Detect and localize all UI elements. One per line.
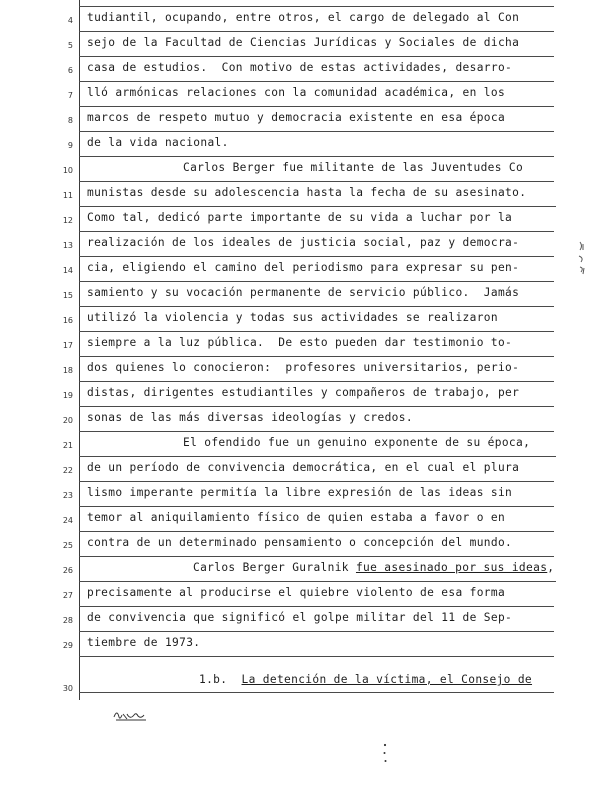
line-text: realización de los ideales de justicia social, paz y democra- [87, 236, 520, 249]
line-text: sejo de la Facultad de Ciencias Jurídicas y Sociales de dicha [87, 36, 520, 49]
line-number: 7 [67, 91, 73, 100]
line-text: lismo imperante permitía la libre expresión de las ideas sin [87, 486, 513, 499]
line-25 [62, 531, 554, 557]
line-text-plain: Carlos Berger Guralnik [193, 561, 356, 574]
section-title: La detención de la víctima, el Consejo de [241, 673, 533, 686]
line-number: 25 [62, 541, 73, 550]
line-number: 18 [62, 366, 73, 375]
ink-dots-icon [382, 742, 388, 764]
section-number: 1.b. [199, 673, 242, 686]
line-number: 24 [62, 516, 73, 525]
paragraph-start-text: Carlos Berger fue militante de las Juventudes Co [183, 161, 524, 174]
line-20 [62, 406, 554, 432]
line-22 [62, 456, 554, 482]
line-number: 13 [62, 241, 73, 250]
line-text: samiento y su vocación permanente de servicio público. Jamás [87, 286, 520, 299]
line-number: 17 [62, 341, 73, 350]
line-27 [62, 581, 554, 607]
line-text: sonas de las más diversas ideologías y credos. [87, 411, 413, 424]
line-text: contra de un determinado pensamiento o concepción del mundo. [87, 536, 513, 549]
line-number: 15 [62, 291, 73, 300]
line-number: 11 [62, 191, 73, 200]
line-17 [62, 331, 554, 357]
line-text: siempre a la luz pública. De esto pueden dar testimonio to- [87, 336, 513, 349]
line-text: de la vida nacional. [87, 136, 229, 149]
line-number: 4 [67, 16, 73, 25]
line-12 [62, 206, 554, 232]
line-text: precisamente al producirse el quiebre violento de esa forma [87, 586, 506, 599]
section-heading [87, 673, 554, 686]
line-text: casa de estudios. Con motivo de estas actividades, desarro- [87, 61, 513, 74]
line-6 [67, 56, 554, 82]
line-text: distas, dirigentes estudiantiles y compañeros de trabajo, per [87, 386, 520, 399]
line-7 [67, 81, 554, 107]
line-number: 23 [62, 491, 73, 500]
line-13 [62, 231, 554, 257]
line-16 [62, 306, 554, 332]
line-4 [67, 6, 554, 32]
initials-signature-icon [112, 708, 156, 722]
line-number: 20 [62, 416, 73, 425]
line-26 [62, 556, 556, 582]
line-number: 29 [62, 641, 73, 650]
line-number: 6 [67, 66, 73, 75]
line-30 [62, 670, 554, 693]
line-number: 19 [62, 391, 73, 400]
line-28 [62, 606, 554, 632]
line-text: dos quienes lo conocieron: profesores universitarios, perio- [87, 361, 520, 374]
line-number: 28 [62, 616, 73, 625]
line-text: lló armónicas relaciones con la comunidad académica, en los [87, 86, 506, 99]
line-number: 8 [67, 116, 73, 125]
underlined-phrase: fue asesinado por sus ideas [355, 561, 548, 574]
line-9 [67, 131, 554, 157]
line-text: tiembre de 1973. [87, 636, 201, 649]
line-21 [62, 431, 556, 457]
paragraph-start-text [87, 561, 556, 574]
line-number: 27 [62, 591, 73, 600]
line-number: 9 [67, 141, 73, 150]
line-number: 5 [67, 41, 73, 50]
line-24 [62, 506, 554, 532]
line-18 [62, 356, 554, 382]
line-number: 14 [62, 266, 73, 275]
line-text: marcos de respeto mutuo y democracia existente en esa época [87, 111, 506, 124]
line-text: de un período de convivencia democrática, en el cual el plura [87, 461, 520, 474]
line-text-plain: , [547, 561, 555, 574]
paragraph-start-text: El ofendido fue un genuino exponente de su época, [183, 436, 531, 449]
line-number: 12 [62, 216, 73, 225]
line-number: 22 [62, 466, 73, 475]
line-text: cia, eligiendo el camino del periodismo para expresar su pen- [87, 261, 520, 274]
line-number: 21 [62, 441, 73, 450]
margin-handwriting-icon [576, 240, 590, 280]
line-text: de convivencia que significó el golpe militar del 11 de Sep- [87, 611, 513, 624]
line-text: munistas desde su adolescencia hasta la fecha de su asesinato. [87, 186, 527, 199]
line-10 [62, 156, 554, 182]
line-8 [67, 106, 554, 132]
line-11 [62, 181, 556, 207]
line-text: temor al aniquilamiento físico de quien estaba a favor o en [87, 511, 506, 524]
line-text: tudiantil, ocupando, entre otros, el cargo de delegado al Con [87, 11, 520, 24]
line-text: Como tal, dedicó parte importante de su vida a luchar por la [87, 211, 513, 224]
line-number: 30 [62, 684, 73, 693]
line-14 [62, 256, 554, 282]
line-23 [62, 481, 554, 507]
line-15 [62, 281, 554, 307]
line-number: 16 [62, 316, 73, 325]
line-number: 10 [62, 166, 73, 175]
line-29 [62, 631, 554, 657]
line-5 [67, 31, 554, 57]
line-text: utilizó la violencia y todas sus actividades se realizaron [87, 311, 498, 324]
line-number: 26 [62, 566, 73, 575]
line-19 [62, 381, 554, 407]
